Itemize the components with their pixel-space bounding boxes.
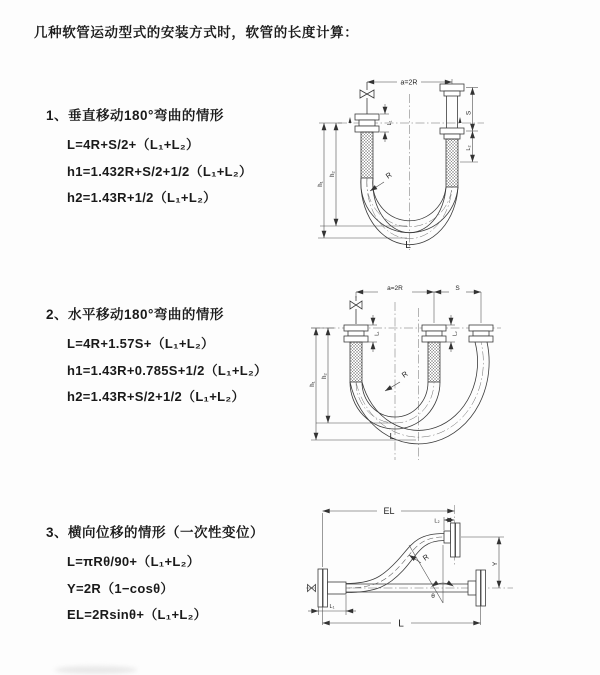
right-pipe-fitting xyxy=(440,84,464,187)
dim-label-s: S xyxy=(465,110,473,116)
section-heading: 2、水平移动180°弯曲的情形 xyxy=(46,307,224,322)
dimension-l2 xyxy=(446,315,459,352)
braided-hose-section xyxy=(361,132,373,178)
dim-label-s: S xyxy=(455,285,460,292)
braided-hose-section xyxy=(446,139,458,187)
dimension-s xyxy=(466,88,479,132)
hose-u-bend-position1 xyxy=(350,382,440,429)
formula-line: L=4R+S/2+（L₁+L₂） xyxy=(67,137,200,152)
formula-line: EL=2Rsinθ+（L₁+L₂） xyxy=(67,607,207,622)
formula-line: h1=1.43R+0.785S+1/2（L₁+L₂） xyxy=(67,362,268,378)
diagram-vertical-180-bend xyxy=(312,76,577,256)
scan-smudge xyxy=(55,666,137,674)
dim-label-y: Y xyxy=(492,561,499,567)
hose-end-neck xyxy=(444,531,451,543)
dim-label-l1: L₁ xyxy=(374,331,381,336)
section-heading: 3、横向位移的情形（一次性变位） xyxy=(46,525,265,540)
upper-flange-plate xyxy=(451,523,456,557)
radius-callout xyxy=(370,170,394,191)
braided-hose-section xyxy=(428,342,440,382)
formula-line: L=πRθ/90+（L₁+L₂） xyxy=(67,554,200,569)
dim-label-h2: h₂ xyxy=(329,171,336,177)
dim-label-l2: L₂ xyxy=(434,518,440,525)
radius-callout xyxy=(409,552,431,563)
page-title: 几种软管运动型式的安装方式时，软管的长度计算： xyxy=(34,25,359,40)
section-heading: 1、垂直移动180°弯曲的情形 xyxy=(46,108,224,123)
upper-flange-plate xyxy=(456,523,461,557)
left-flange-fitting xyxy=(318,569,346,607)
dim-label-r: R xyxy=(383,170,394,181)
dimension-l2 xyxy=(460,131,478,162)
section-horizontal-180 xyxy=(46,303,267,411)
dim-label-h1: h₁ xyxy=(317,181,324,187)
dim-label-a2r: a=2R xyxy=(400,79,418,87)
dim-label-a2r: a=2R xyxy=(387,285,403,292)
dim-label-h2: h₂ xyxy=(321,373,328,379)
diagram-horizontal-180-bend xyxy=(306,280,591,465)
formula-line: Y=2R（1−cosθ） xyxy=(67,580,174,596)
angle-construction xyxy=(409,545,454,603)
dim-label-r: R xyxy=(420,552,431,563)
formula-line: h1=1.432R+S/2+1/2（L₁+L₂） xyxy=(67,163,253,179)
dim-label-theta: θ xyxy=(431,593,435,600)
right-pipe-fitting xyxy=(469,325,493,342)
dim-label-r: R xyxy=(399,369,410,380)
dim-label-l1: L₁ xyxy=(329,604,335,610)
formula-line: h2=1.43R+S/2+1/2（L₁+L₂） xyxy=(67,389,245,404)
valve-icon xyxy=(350,296,362,324)
dim-label-l: L xyxy=(389,431,395,441)
dim-label-l2: L₂ xyxy=(466,145,472,151)
left-pipe-fitting xyxy=(355,114,379,178)
braided-hose-section xyxy=(350,342,362,382)
hose-u-bend-position2 xyxy=(350,342,489,444)
section-vertical-180 xyxy=(46,104,252,212)
diagram-lateral-displacement xyxy=(303,497,598,657)
dim-label-h1: h₁ xyxy=(309,381,316,387)
dimension-el xyxy=(323,506,455,567)
middle-pipe-fitting xyxy=(422,325,446,382)
formula-line: L=4R+1.57S+（L₁+L₂） xyxy=(67,336,215,351)
dimension-s xyxy=(434,285,481,292)
dimension-a2r xyxy=(356,285,481,323)
dim-label-l: L xyxy=(398,618,404,630)
dimension-a2r xyxy=(367,79,452,87)
dimension-l1 xyxy=(308,595,356,615)
valve-icon xyxy=(360,82,374,114)
radius-callout xyxy=(385,369,410,391)
dim-label-el: EL xyxy=(383,506,395,516)
dim-label-l2: L₂ xyxy=(452,331,459,336)
section-lateral-displacement xyxy=(46,521,264,629)
dim-label-l1: L₁ xyxy=(387,120,393,126)
formula-line: h2=1.43R+1/2（L₁+L₂） xyxy=(67,190,217,205)
dimension-l1 xyxy=(368,315,381,352)
left-pipe-fitting xyxy=(344,325,368,382)
dim-label-l: L xyxy=(405,240,411,251)
